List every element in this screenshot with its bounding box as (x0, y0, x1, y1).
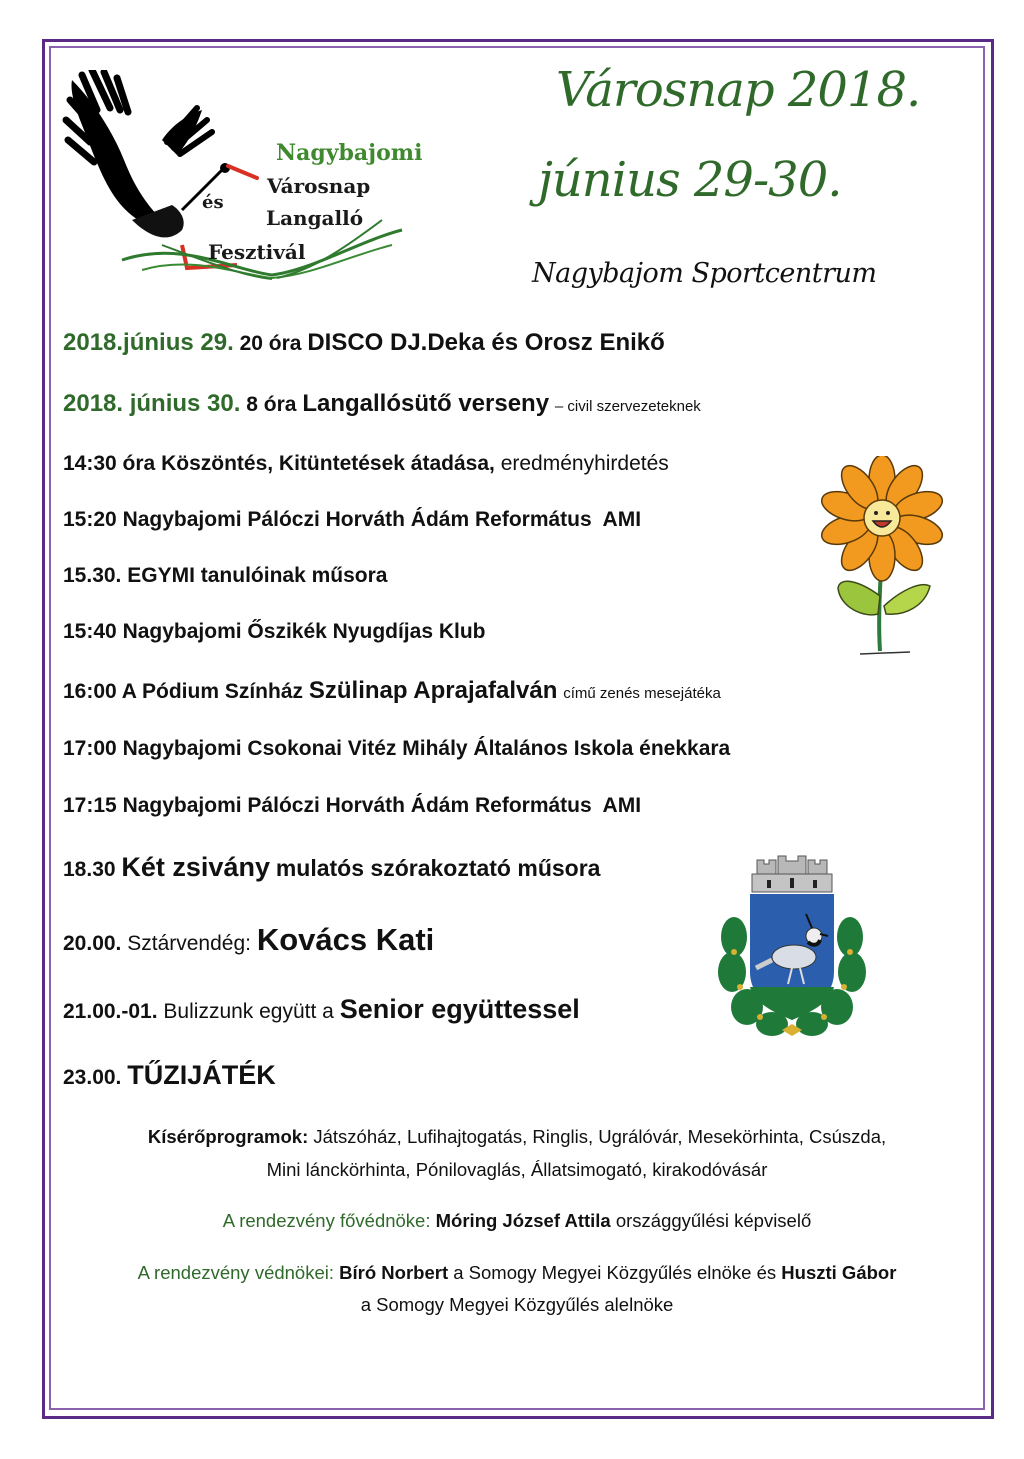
schedule-time: 17:00 (63, 737, 117, 760)
schedule-text: Nagybajomi Pálóczi Horváth Ádám Református AMI (122, 794, 642, 817)
schedule-text: EGYMI tanulóinak műsora (127, 564, 388, 587)
side-programs-label: Kísérőprogramok: (147, 1126, 309, 1147)
schedule-time: 21.00.-01. (63, 1000, 158, 1023)
day2-date: 2018. június 30. (63, 390, 241, 417)
schedule-time: 15:40 (63, 620, 117, 643)
schedule-item (63, 1060, 276, 1091)
schedule-time: 14:30 óra (63, 452, 156, 475)
logo-line-3: és (202, 192, 224, 213)
schedule-text: Nagybajomi Csokonai Vitéz Mihály Általános Iskola énekkara (122, 737, 731, 760)
chief-patron-label: A rendezvény fővédnöke: (222, 1210, 431, 1231)
side-programs-list-2: Mini lánckörhinta, Pónilovaglás, Állatsimogató, kirakodóvásár (266, 1159, 768, 1180)
schedule-title: Kovács Kati (256, 922, 435, 957)
schedule-text: mulatós szórakoztató műsora (275, 855, 601, 881)
day2-line (63, 390, 701, 418)
schedule-item (63, 620, 486, 644)
schedule-time: 18.30 (63, 858, 116, 881)
chief-patron-name: Móring József Attila (435, 1210, 611, 1231)
logo-line-4: Langalló (266, 206, 364, 230)
patrons-label: A rendezvény védnökei: (137, 1262, 335, 1283)
event-dates: június 29-30. (538, 152, 842, 208)
logo-line-1: Nagybajomi (276, 140, 423, 166)
schedule-title: Szülinap Aprajafalván (308, 677, 558, 704)
schedule-item (63, 922, 434, 958)
schedule-item (63, 737, 730, 761)
patrons-line-2 (52, 1294, 982, 1316)
logo-line-2: Városnap (267, 174, 371, 198)
schedule-time: 17:15 (63, 794, 117, 817)
day1-date: 2018.június 29. (63, 329, 234, 356)
side-programs-line-1 (52, 1126, 982, 1148)
day1-event: DISCO DJ.Deka és Orosz Enikő (307, 329, 665, 356)
chief-patron-role: országgyűlési képviselő (615, 1210, 812, 1231)
schedule-text: A Pódium Színház (121, 680, 304, 703)
schedule-item (63, 852, 600, 883)
day1-line (63, 329, 665, 357)
schedule-title: Senior együttessel (339, 994, 580, 1024)
day1-time: 20 óra (239, 332, 302, 355)
schedule-item (63, 564, 387, 588)
coat-of-arms-icon (712, 852, 872, 1042)
schedule-time: 15.30. (63, 564, 122, 587)
schedule-time: 20.00. (63, 932, 122, 955)
patron-2-role: a Somogy Megyei Közgyűlés alelnöke (360, 1294, 674, 1315)
schedule-text: Köszöntés, Kitüntetések átadása, (161, 452, 495, 475)
schedule-text: Nagybajomi Őszikék Nyugdíjas Klub (122, 620, 486, 643)
schedule-extra: című zenés mesejátéka (563, 685, 721, 702)
patron-1-name: Bíró Norbert (339, 1262, 449, 1283)
schedule-text: Sztárvendég: (127, 932, 251, 955)
schedule-text: Nagybajomi Pálóczi Horváth Ádám Református AMI (122, 508, 642, 531)
schedule-text: Bulizzunk együtt a (163, 1000, 334, 1023)
schedule-title: TŰZIJÁTÉK (127, 1060, 276, 1090)
event-venue: Nagybajom Sportcentrum (532, 258, 877, 289)
logo-line-5: Fesztivál (208, 240, 306, 264)
schedule-item (63, 508, 641, 532)
schedule-time: 15:20 (63, 508, 117, 531)
schedule-item (63, 994, 580, 1025)
day2-event: Langallósütő verseny (302, 390, 550, 417)
schedule-item (63, 452, 669, 476)
side-programs-list-1: Játszóház, Lufihajtogatás, Ringlis, Ugrálóvár, Mesekörhinta, Csúszda, (313, 1126, 887, 1147)
schedule-title: Két zsivány (121, 852, 270, 882)
schedule-extra: eredményhirdetés (500, 452, 669, 475)
festival-logo (62, 70, 422, 280)
patron-2-name: Huszti Gábor (781, 1262, 897, 1283)
patrons-line-1 (52, 1262, 982, 1284)
schedule-item (63, 677, 721, 705)
schedule-time: 23.00. (63, 1066, 122, 1089)
schedule-time: 16:00 (63, 680, 117, 703)
patron-1-role: a Somogy Megyei Közgyűlés elnöke és (453, 1262, 777, 1283)
page-title: Városnap 2018. (556, 62, 921, 118)
day2-note: – civil szervezeteknek (554, 398, 701, 415)
day2-time: 8 óra (246, 393, 297, 416)
chief-patron-line (52, 1210, 982, 1232)
smiling-flower-icon (820, 456, 950, 656)
side-programs-line-2 (52, 1159, 982, 1181)
schedule-item (63, 794, 641, 818)
